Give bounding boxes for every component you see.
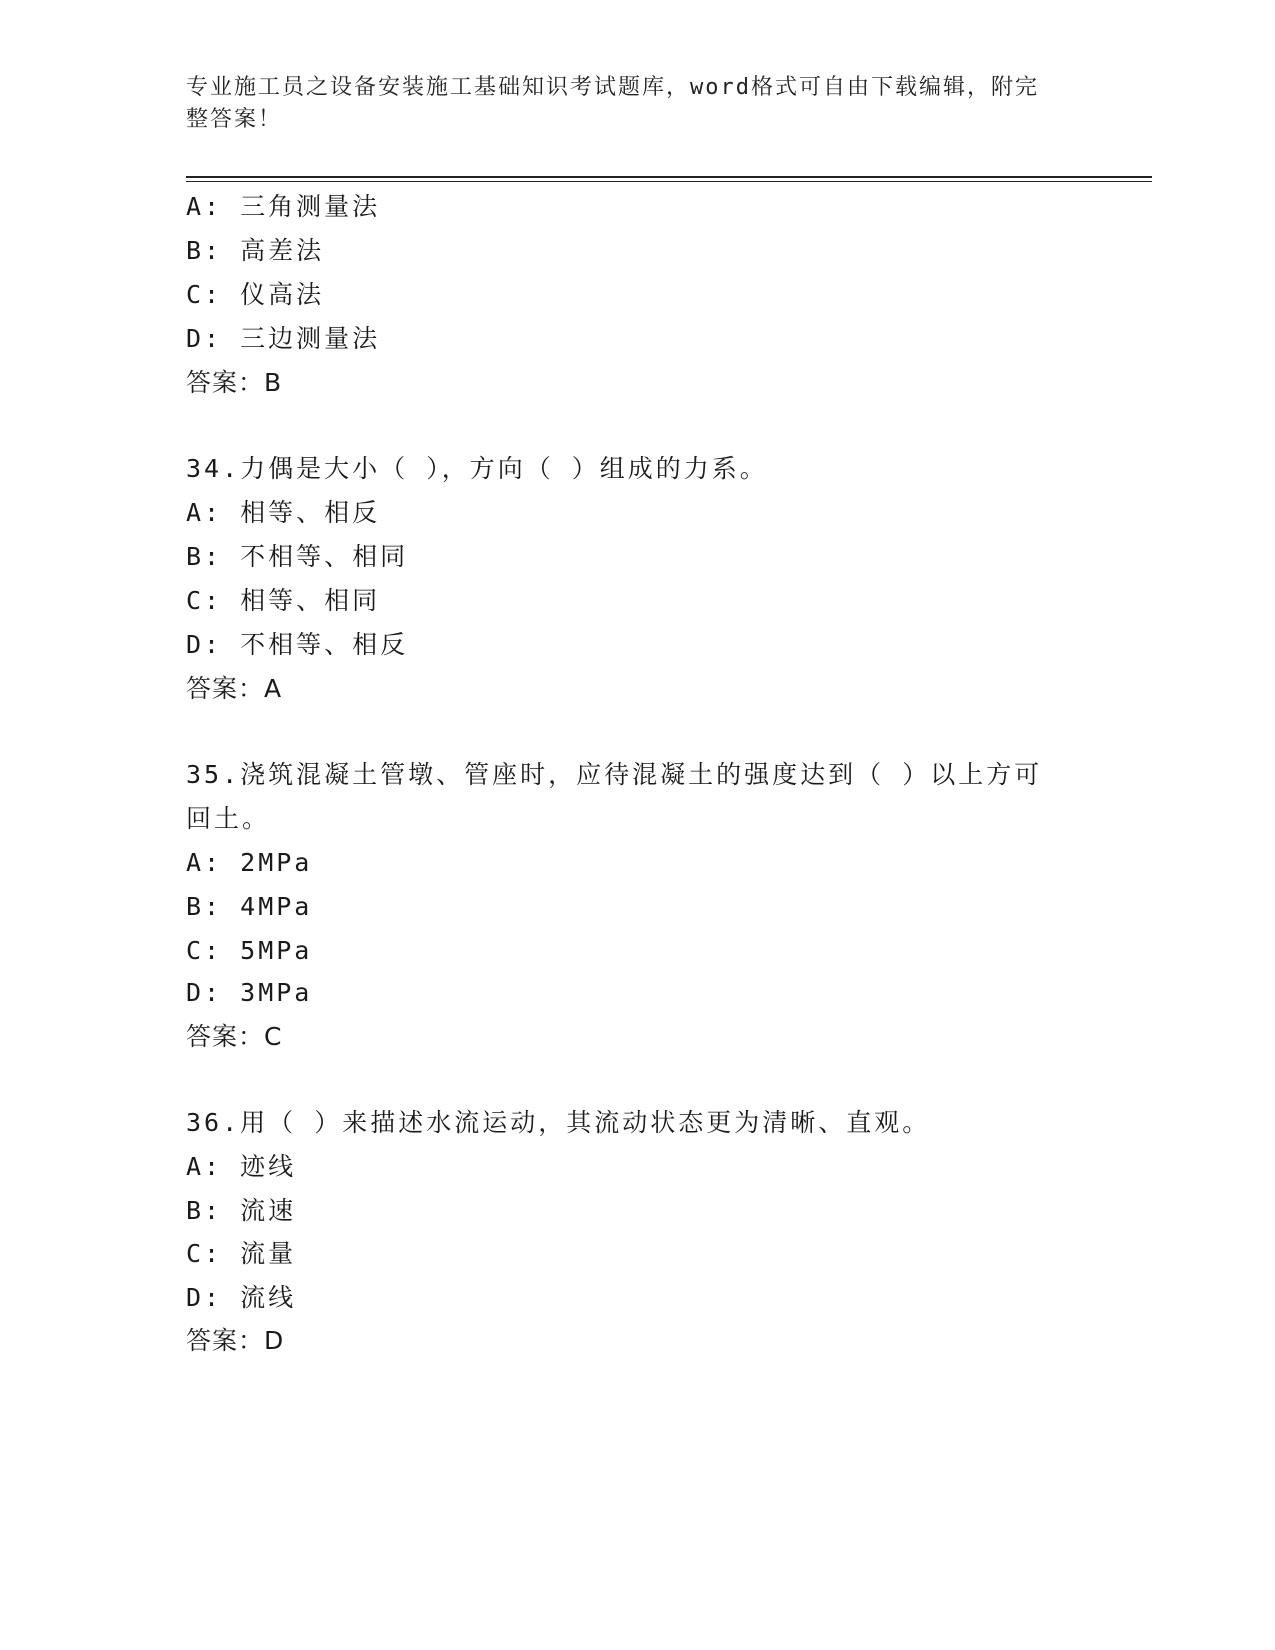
q34-question: 34.力偶是大小（ ），方向（ ）组成的力系。 [186, 454, 768, 483]
q35-answer: 答案：C [186, 1022, 283, 1051]
q34-option-a: A: 相等、相反 [186, 498, 381, 527]
q35-option-b: B: 4MPa [186, 892, 313, 921]
q35-option-a: A: 2MPa [186, 848, 313, 877]
q35-option-c: C: 5MPa [186, 936, 313, 965]
header-divider-thick [186, 176, 1152, 178]
q33-option-c: C: 仪高法 [186, 280, 325, 309]
q34-option-d: D: 不相等、相反 [186, 630, 409, 659]
q33-option-a: A: 三角测量法 [186, 192, 381, 221]
document-header [186, 72, 1066, 136]
q36-option-c: C: 流量 [186, 1239, 297, 1268]
q36-answer: 答案：D [186, 1326, 285, 1355]
q36-option-a: A: 迹线 [186, 1152, 297, 1181]
q36-question: 36.用（ ）来描述水流运动，其流动状态更为清晰、直观。 [186, 1108, 931, 1137]
q33-option-b: B: 高差法 [186, 236, 325, 265]
q36-option-d: D: 流线 [186, 1283, 297, 1312]
header-divider-thin [186, 181, 1152, 182]
q35-option-d: D: 3MPa [186, 978, 313, 1007]
header-title-line-2: 整答案！ [186, 107, 283, 132]
q34-answer: 答案：A [186, 674, 283, 703]
q34-option-c: C: 相等、相同 [186, 586, 381, 615]
q33-option-d: D: 三边测量法 [186, 324, 381, 353]
q35-question-line-1: 35.浇筑混凝土管墩、管座时，应待混凝土的强度达到（ ）以上方可 [186, 760, 1043, 789]
q34-option-b: B: 不相等、相同 [186, 542, 409, 571]
q33-answer: 答案：B [186, 368, 283, 397]
q35-question-line-2: 回土。 [186, 804, 271, 833]
q36-option-b: B: 流速 [186, 1196, 297, 1225]
header-title-line-1: 专业施工员之设备安装施工基础知识考试题库，word格式可自由下载编辑，附完 [186, 75, 1039, 100]
